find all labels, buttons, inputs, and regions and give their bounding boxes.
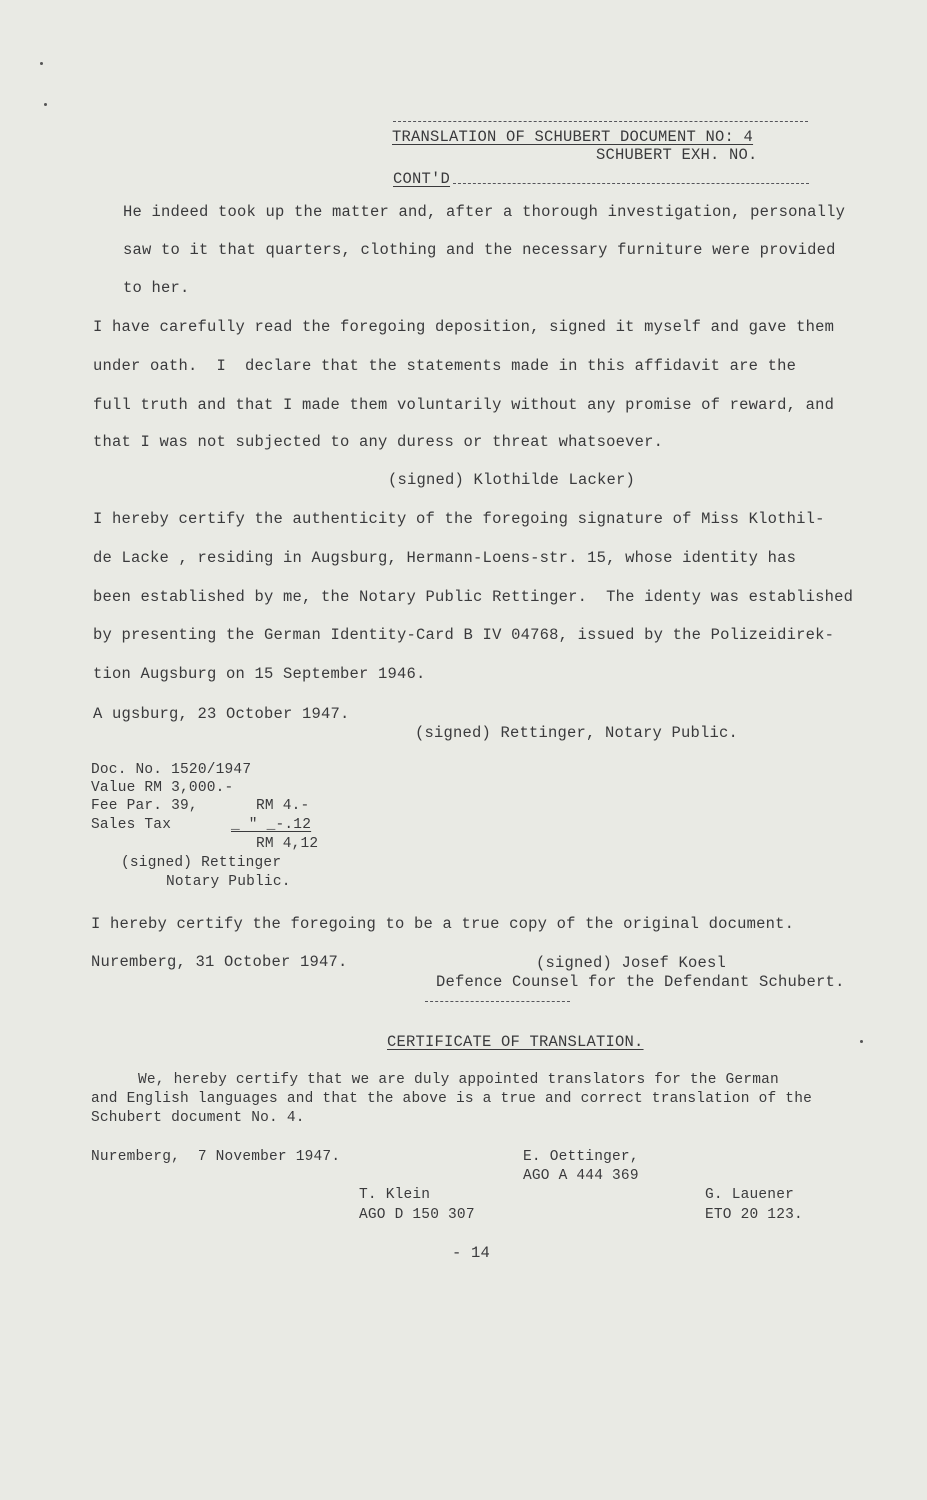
translator-klein-id: AGO D 150 307 [359,1207,475,1223]
fee-total: RM 4,12 [256,836,319,852]
para3-line: de Lacke , residing in Augsburg, Hermann-Loens-str. 15, whose identity has [93,549,797,567]
fee-label: Fee Par. 39, [91,798,198,814]
contd-dash-rule [453,183,809,184]
para3-line: I hereby certify the authenticity of the foregoing signature of Miss Klothil- [93,510,825,528]
place-date-nuremberg-oct: Nuremberg, 31 October 1947. [91,953,348,971]
contd-label: CONT'D [393,170,451,188]
paper-speck [40,62,43,65]
para2-line: I have carefully read the foregoing deposition, signed it myself and gave them [93,318,835,336]
para1-line: saw to it that quarters, clothing and the necessary furniture were provided [123,241,836,259]
para3-line: been established by me, the Notary Public Rettinger. The identy was established [93,588,854,606]
counsel-role: Defence Counsel for the Defendant Schubert. [436,973,845,991]
translation-cert-line: and English languages and that the above is a true and correct translation of the [91,1091,813,1107]
deponent-signature: (signed) Klothilde Lacker) [388,471,636,489]
translation-cert-line: We, hereby certify that we are duly appointed translators for the German [138,1072,779,1088]
translator-lauener-id: ETO 20 123. [705,1207,803,1223]
exhibit-number: SCHUBERT EXH. NO. [596,146,758,164]
translator-klein-name: T. Klein [359,1187,431,1203]
copy-dash-rule [425,1001,570,1002]
fee-value: RM 4.- [256,798,310,814]
tax-value: _ " _-.12 [231,817,312,833]
translation-cert-heading: CERTIFICATE OF TRANSLATION. [387,1033,644,1051]
paper-speck [860,1040,863,1043]
translator-lauener-name: G. Lauener [705,1187,795,1203]
para2-line: under oath. I declare that the statements made in this affidavit are the [93,357,797,375]
page-number: - 14 [452,1244,491,1262]
para1-line: to her. [123,279,190,297]
para3-line: by presenting the German Identity-Card B IV 04768, issued by the Polizeidirek- [93,626,835,644]
translator-oettinger-name: E. Oettinger, [523,1149,639,1165]
para3-line: tion Augsburg on 15 September 1946. [93,665,426,683]
doc-value: Value RM 3,000.- [91,780,234,796]
translator-oettinger-id: AGO A 444 369 [523,1168,639,1184]
fee-signature: (signed) Rettinger [121,855,282,871]
tax-label: Sales Tax [91,817,172,833]
place-date-nuremberg-nov: Nuremberg, 7 November 1947. [91,1149,341,1165]
para2-line: full truth and that I made them voluntarily without any promise of reward, and [93,396,835,414]
doc-number: Doc. No. 1520/1947 [91,762,252,778]
para2-line: that I was not subjected to any duress or threat whatsoever. [93,433,664,451]
para1-line: He indeed took up the matter and, after a thorough investigation, personally [123,203,846,221]
counsel-signature: (signed) Josef Koesl [536,954,727,972]
translation-cert-line: Schubert document No. 4. [91,1110,305,1126]
place-date-augsburg: A ugsburg, 23 October 1947. [93,705,350,723]
notary-signature: (signed) Rettinger, Notary Public. [415,724,739,742]
true-copy-statement: I hereby certify the foregoing to be a true copy of the original document. [91,915,795,933]
header-dash-rule [393,121,808,122]
paper-speck [44,103,47,106]
fee-notary-title: Notary Public. [166,874,291,890]
document-title: TRANSLATION OF SCHUBERT DOCUMENT NO: 4 [392,128,754,146]
